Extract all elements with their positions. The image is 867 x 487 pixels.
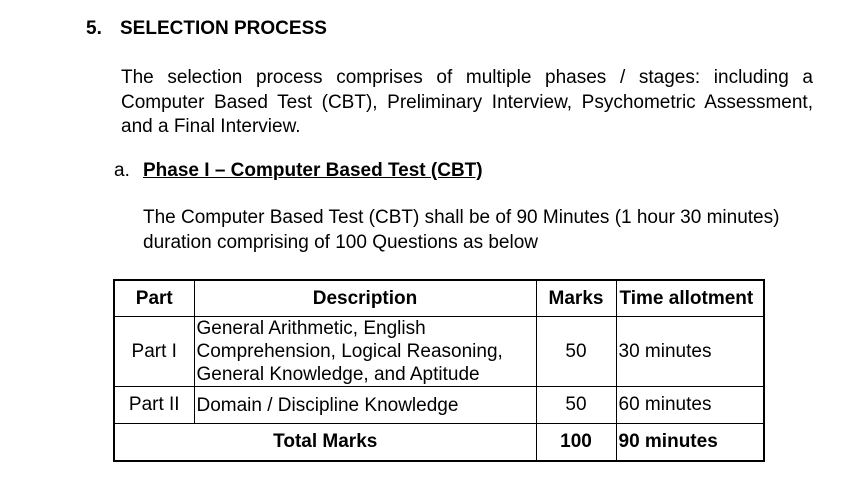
description-line: General Knowledge, and Aptitude <box>196 364 480 385</box>
cell-description <box>194 317 536 387</box>
cell-time: 30 minutes <box>616 317 764 387</box>
cell-part: Part I <box>114 317 194 387</box>
table-header-row <box>114 280 764 317</box>
description-line: Domain / Discipline Knowledge <box>196 394 459 416</box>
section-heading <box>86 18 327 40</box>
section-title: SELECTION PROCESS <box>120 18 327 39</box>
cell-marks: 50 <box>536 317 616 387</box>
table-row <box>114 317 764 387</box>
description-line: Comprehension, Logical Reasoning, <box>196 341 503 362</box>
phase-heading <box>114 160 483 182</box>
marks-table <box>113 279 765 462</box>
phase-letter: a. <box>114 160 130 181</box>
total-time: 90 minutes <box>616 424 764 462</box>
total-marks: 100 <box>536 424 616 462</box>
intro-paragraph: The selection process comprises of multiple phases / stages: including a Computer Based Test (CBT), Preliminary Interview, Psychometric Assessment, and a Final Interview. <box>121 67 813 137</box>
header-marks: Marks <box>536 280 616 317</box>
phase-title: Phase I – Computer Based Test (CBT) <box>143 160 483 181</box>
header-description: Description <box>194 280 536 317</box>
cell-time: 60 minutes <box>616 387 764 424</box>
table-total-row <box>114 424 764 462</box>
cell-part: Part II <box>114 387 194 424</box>
cbt-description-line: The Computer Based Test (CBT) shall be of 90 Minutes (1 hour 30 minutes) <box>143 207 780 228</box>
section-number: 5. <box>86 18 102 39</box>
description-line: General Arithmetic, English <box>196 318 426 339</box>
total-label: Total Marks <box>114 424 536 462</box>
cell-marks: 50 <box>536 387 616 424</box>
cbt-description-line: duration comprising of 100 Questions as below <box>143 231 539 253</box>
cbt-description <box>143 206 823 255</box>
header-part: Part <box>114 280 194 317</box>
table-row <box>114 387 764 424</box>
header-time-allotment: Time allotment <box>616 280 764 317</box>
cell-description <box>194 387 536 424</box>
